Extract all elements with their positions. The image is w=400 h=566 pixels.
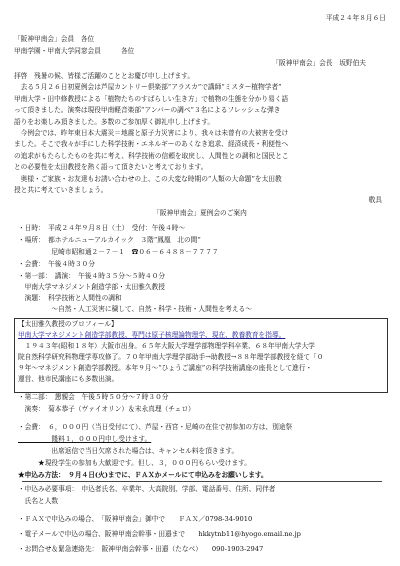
sender-line: 「阪神甲南会」会長 坂野伯夫 (272, 59, 366, 67)
part2-line: ・第二部： 懇親会 午後５時５０分～７時３０分 (18, 393, 169, 401)
profile-heading: 【太田雅久教授のプロフィール】 (18, 320, 118, 328)
profile-line: ９年～マネジメント創造学部教授。本年９月～“ひょうご講座”の科学技術講座の座長として進行・ (18, 364, 313, 372)
closing-keigu: 敬具 (368, 196, 382, 204)
deadline-rule (22, 481, 382, 482)
detail-line: ・場所： 都ホテルニューアルカイック ３階“鳳凰 北の間” (18, 236, 201, 244)
greeting-line: 去る５月２６日初夏例会は芦屋カントリー倶楽部“アラスカ”で講師“ミスター植物学者” (14, 83, 282, 92)
fax-contact: ・ＦＡＸで申込みの場合、 「阪神甲南会」御中で ＦＡＸ／0798-34-9010 (18, 515, 253, 523)
application-deadline: ★申込み方法： ９月４日(火)までに、ＦＡＸかメールにて申込みをお願いします。 (18, 471, 268, 479)
greeting-line: の追求がもたらしたものを共に考え、科学技術の信頼を取戻し、人間性との調和と国民とこ (14, 151, 289, 160)
fee-line: ★現役学生の参加も大歓迎です。但し、３，０００円もらい受けます。 (18, 459, 251, 467)
detail-line: 演題： 科学技術と人間性の調和 (18, 294, 122, 302)
detail-line: ・会費： 午後４時３０分 (18, 260, 95, 268)
profile-line: 院自然科学研究科物理学専攻修了。７０年甲南大学理学部助手→助教授→８８年理学部教授を経て「０ (18, 353, 324, 361)
greeting-line: 奥様・ご家族・お友達もお誘い合わせの上、この大変な時期の“人類の大命題”を太田教 (14, 174, 282, 183)
fee-line: 餞料１，０００円申し受けます。 (18, 435, 152, 443)
greeting-line: 語りをお楽しみ頂きました。多数のご参加厚く御礼申し上げます。 (14, 117, 215, 126)
detail-line: ・第一部： 講演： 午後４時３５分～５時４０分 (18, 272, 166, 280)
profile-line: 甲南大学マネジメント創造学部教授、専門は原子核理論物理学、現在、教養教育を指導。 (18, 331, 286, 339)
part2-line: 演奏： 菊本恭子（ヴァイオリン）＆末永真理（チェロ） (18, 405, 195, 413)
profile-line: １９４３年(昭和１８年）大阪市出身。６５年大阪大学理学部物理学科卒業、６８年甲南大学大学 (18, 342, 315, 350)
profile-line: 運営、他市民講座にも多数出演。 (18, 375, 119, 383)
greeting-line: 甲南大学・田中修教授による「植物たちのすばらしい生き方」で植物の生態を分かり易く語 (14, 94, 289, 103)
greeting-line: 授と共に考えていきましょう。 (14, 186, 108, 194)
detail-line: ～自然・人工災害に穢して、自然・科学・技術・人間性を考える～ (18, 305, 252, 313)
greeting-line: 今例会では、昨年東日本大震災＝地震と原子力災害により、我々は未曾有の大被害を受け (14, 129, 289, 137)
apply-line: 氏名と人数 (18, 497, 59, 505)
apply-line: ・申込み必要事項： 申込者氏名、卒業年、大高院別、学部、電話番号、住所、同伴者 (18, 485, 276, 493)
greeting-line: との必要性を太田教授を熱く語って頂きたいと考えております。 (14, 163, 208, 172)
detail-line: 甲南大学マネジメント創造学部・太田雅久教授 (18, 283, 165, 291)
greeting-line: ました。そこで我々が手にした科学技術・エネルギーのあくなき追求、経済成長・利便性へ (14, 140, 289, 149)
greeting-line: 拝啓 残暑の候、皆様ご活躍のこととお慶び申し上げます。 (14, 72, 195, 80)
fee-line: 出席返信で当日欠席された場合は、キャンセル料を頂きます。 (18, 447, 239, 455)
document-date: 平成２４年８月６日 (325, 14, 386, 22)
email-contact: ・電子メールで申込の場合、阪神甲南会幹事・田邉まで hkkytnb11@hyogo.email.ne.jp (18, 530, 301, 538)
detail-line: ・日時： 平成２４年９月８日（土） 受付：午後４時～ (18, 224, 186, 232)
recipient-line-2: 甲南学園・甲南大学同窓会員 各位 (14, 47, 135, 55)
fee-line: ・会費： ６，０００円（当日受付にて）、芦屋・西宮・尼崎の在住で初参加の方は、別途祭 (18, 423, 293, 431)
notice-title: 「阪神甲南会」夏例会のご案内 (153, 209, 247, 217)
phone-contact: ・お問合せ＆緊急連絡先： 阪神甲南会幹事・田邉（たなべ） 090-1903-2947 (18, 545, 264, 553)
recipient-line-1: 「阪神甲南会」会員 各位 (14, 35, 95, 43)
detail-line: 尼崎市昭和通２－７－１ ☎０６－６４８８－７７７７ (18, 248, 219, 256)
greeting-line: って頂きました。演奏は現役甲南軽音楽部“アンバーの調べ”３名によるフレッシュな弾き (14, 106, 281, 115)
